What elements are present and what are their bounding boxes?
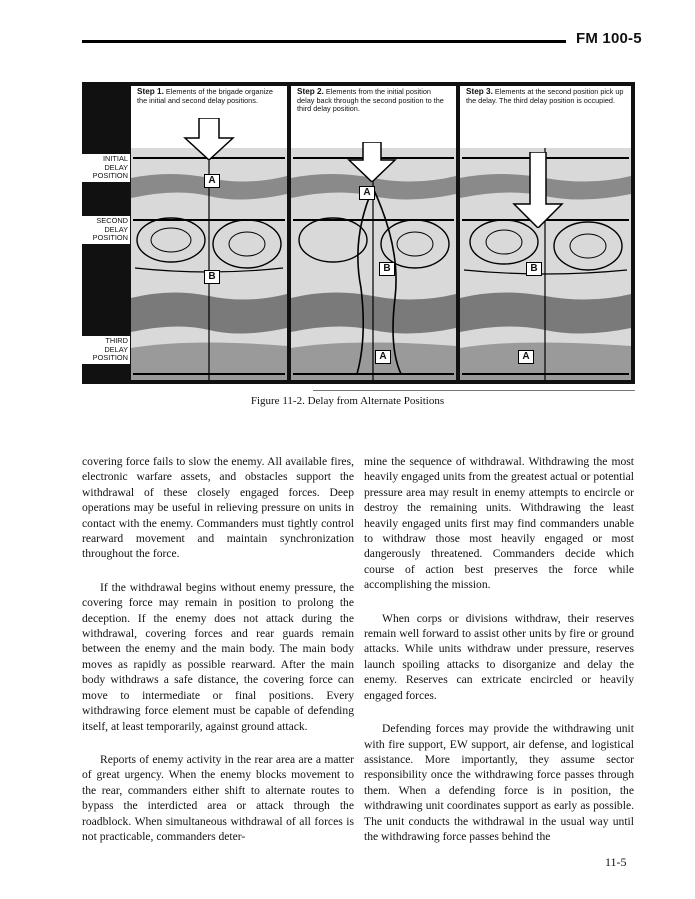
figure-caption-rule [313, 390, 635, 391]
step-2-label: Step 2. [297, 87, 324, 96]
label-third-delay-position: THIRD DELAY POSITION [82, 336, 130, 364]
step-2-marker-b: B [379, 262, 395, 276]
step-2-marker-a-bottom: A [375, 350, 391, 364]
manual-title: FM 100-5 [576, 30, 642, 47]
step-1-marker-b: B [204, 270, 220, 284]
step-1-text: Elements of the brigade organize the initial and second delay positions. [137, 87, 273, 105]
step-1-panel [131, 86, 287, 380]
step-1-caption [137, 88, 281, 105]
right-column [364, 454, 634, 862]
right-paragraph-3: Defending forces may provide the withdrawing unit with fire support, EW support, air defense, and logistical assistance. More importantly, they assume sector responsibility once the withdrawing force passes through them. When a defending force is in position, the withdrawing unit coordinates support as early as possible. The unit conducts the withdrawal in the usual way until the withdrawing force passes behind the [364, 722, 634, 843]
step-2-caption [297, 88, 450, 114]
step-3-panel [460, 86, 631, 380]
page-number: 11-5 [605, 855, 627, 869]
step-3-marker-a: A [518, 350, 534, 364]
step-3-caption [466, 88, 625, 105]
step-3-arrow-icon [512, 152, 564, 228]
step-2-text: Elements from the initial position delay back through the second position to the third delay position. [297, 87, 444, 114]
left-column [82, 454, 354, 862]
step-1-marker-a: A [204, 174, 220, 188]
step-1-arrow-icon [183, 118, 235, 160]
figure-caption: Figure 11-2. Delay from Alternate Positions [250, 395, 445, 407]
step-1-label: Step 1. [137, 87, 164, 96]
label-initial-delay-position: INITIAL DELAY POSITION [82, 154, 130, 182]
right-paragraph-1: mine the sequence of withdrawal. Withdrawing the most heavily engaged units from the greatest actual or potential pressure area may result in enemy attempts to encircle or destroy the remaining units. Withdrawing the least heavily engaged units first may find commanders unable to withdraw those most heavily engaged or most dangerously threatened. Commanders decide which course of action best preserves the force while accomplishing the mission. [364, 455, 634, 592]
label-second-delay-position: SECOND DELAY POSITION [82, 216, 130, 244]
left-paragraph-2: If the withdrawal begins without enemy pressure, the covering force may remain in position to prolong the deception. If the enemy does not attack during the withdrawal, covering forces and rear guards remain between the enemy and the main body. The main body moves as rapidly as possible rearward. After the main body withdraws a safe distance, the covering force can move to intermediate or final positions. Every withdrawing force element must be capable of defending itself, at least temporarily, against ground attack. [82, 580, 354, 733]
left-paragraph-1: covering force fails to slow the enemy. All available fires, electronic warfare assets, and obstacles support the withdrawal of these closely engaged forces. Deep operations may be useful in relieving pressure on units in contact with the enemy. Commanders must tightly control rearward movement and maintain synchronization throughout the force. [82, 455, 354, 561]
step-3-text: Elements at the second position pick up the delay. The third delay position is occupied. [466, 87, 624, 105]
right-paragraph-2: When corps or divisions withdraw, their reserves remain well forward to assist other units by fire or ground attacks. While units withdraw under pressure, reserves launch spoiling attacks to disorganize and delay the enemy. Reserves can extricate encircled or heavily engaged forces. [364, 611, 634, 702]
step-2-arrow-icon [347, 142, 397, 182]
left-paragraph-3: Reports of enemy activity in the rear area are a matter of great urgency. When the enemy blocks movement to the rear, commanders either shift to alternate routes to bypass the interdicted area or attack through the roadblock. When simultaneous withdrawal of all forces is not practicable, commanders deter- [82, 752, 354, 843]
header-rule [82, 40, 566, 43]
step-2-marker-a-top: A [359, 186, 375, 200]
step-3-label: Step 3. [466, 87, 493, 96]
step-2-panel [291, 86, 456, 380]
step-2-terrain [291, 148, 456, 380]
figure-delay-alternate-positions [82, 82, 635, 384]
step-3-marker-b: B [526, 262, 542, 276]
